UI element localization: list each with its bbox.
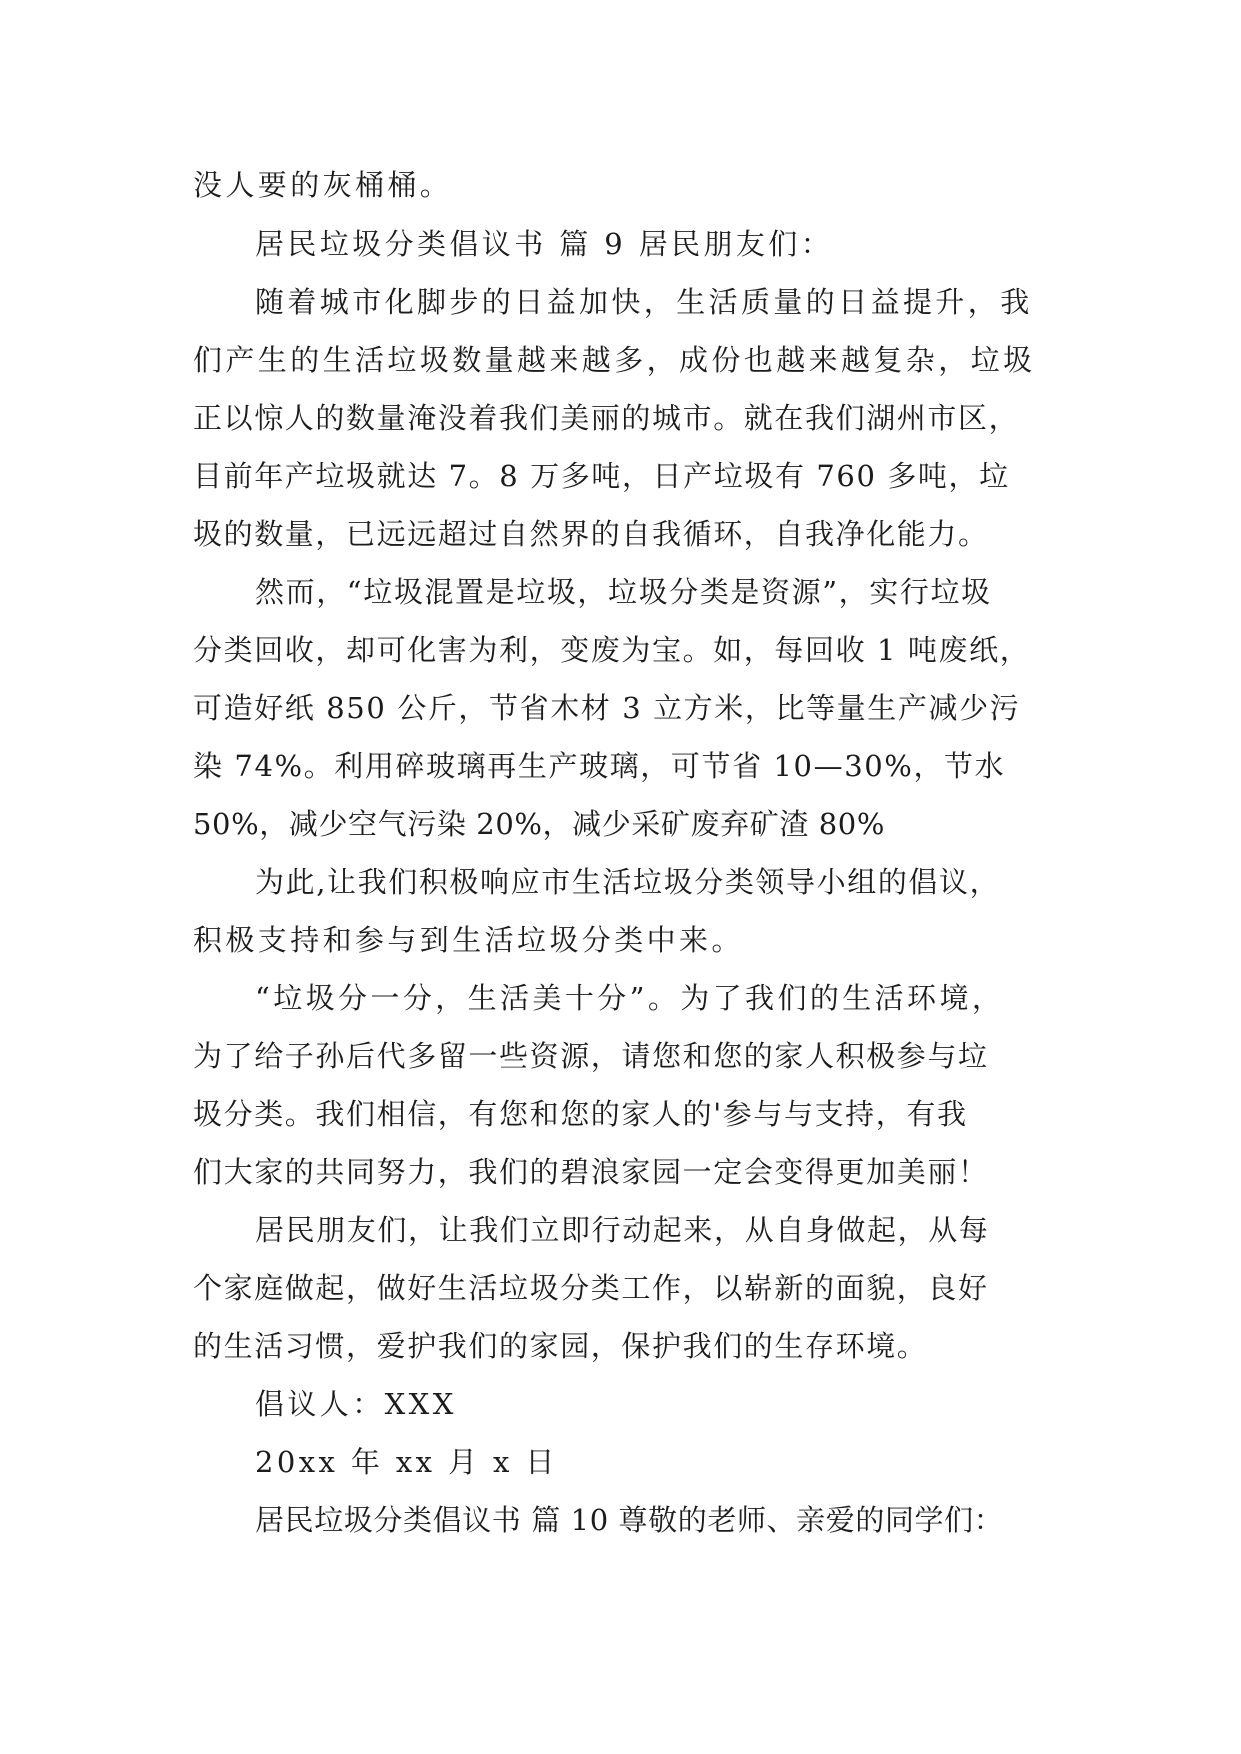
text-line-17: 圾分类。我们相信，有您和您的家人的'参与与支持，有我 — [193, 1097, 968, 1131]
text-line-15: “垃圾分一分，生活美十分”。为了我们的生活环境， — [255, 981, 1005, 1015]
text-line-21: 的生活习惯，爱护我们的家园，保护我们的生存环境。 — [193, 1329, 928, 1363]
text-line-9: 分类回收，却可化害为利，变废为宝。如，每回收 1 吨废纸， — [193, 633, 1031, 667]
text-line-20: 个家庭做起，做好生活垃圾分类工作，以崭新的面貌，良好 — [193, 1271, 989, 1305]
section-heading-10: 居民垃圾分类倡议书 篇 10 尊敬的老师、亲爱的同学们： — [255, 1503, 1004, 1537]
text-line-11: 染 74%。利用碎玻璃再生产玻璃，可节省 10—30%，节水 — [193, 749, 1006, 783]
text-line-19: 居民朋友们，让我们立即行动起来，从自身做起，从每 — [255, 1213, 990, 1247]
text-line-13: 为此,让我们积极响应市生活垃圾分类领导小组的倡议， — [255, 865, 1001, 899]
section-heading-9: 居民垃圾分类倡议书 篇 9 居民朋友们： — [255, 227, 834, 261]
signatory-line: 倡议人：XXX — [255, 1387, 457, 1421]
text-line-8: 然而，“垃圾混置是垃圾，垃圾分类是资源”，实行垃圾 — [255, 575, 992, 609]
text-line-6: 目前年产垃圾就达 7。8 万多吨，日产垃圾有 760 多吨，垃 — [193, 459, 1010, 493]
text-line-14: 积极支持和参与到生活垃圾分类中来。 — [193, 923, 744, 957]
text-line-16: 为了给子孙后代多留一些资源，请您和您的家人积极参与垃 — [193, 1039, 989, 1073]
text-line-1: 没人要的灰桶桶。 — [193, 168, 453, 202]
date-line: 20xx 年 xx 月 x 日 — [255, 1445, 558, 1479]
text-line-18: 们大家的共同努力，我们的碧浪家园一定会变得更加美丽！ — [193, 1155, 989, 1189]
text-line-7: 圾的数量，已远远超过自然界的自我循环，自我净化能力。 — [193, 517, 989, 551]
text-line-12: 50%，减少空气污染 20%，减少采矿废弃矿渣 80% — [193, 807, 886, 841]
text-line-3: 随着城市化脚步的日益加快，生活质量的日益提升，我 — [255, 285, 1033, 319]
text-line-4: 们产生的生活垃圾数量越来越多，成份也越来越复杂，垃圾 — [193, 343, 1036, 377]
text-line-10: 可造好纸 850 公斤，节省木材 3 立方米，比等量生产减少污 — [193, 691, 1021, 725]
text-line-5: 正以惊人的数量淹没着我们美丽的城市。就在我们湖州市区， — [193, 401, 1020, 435]
